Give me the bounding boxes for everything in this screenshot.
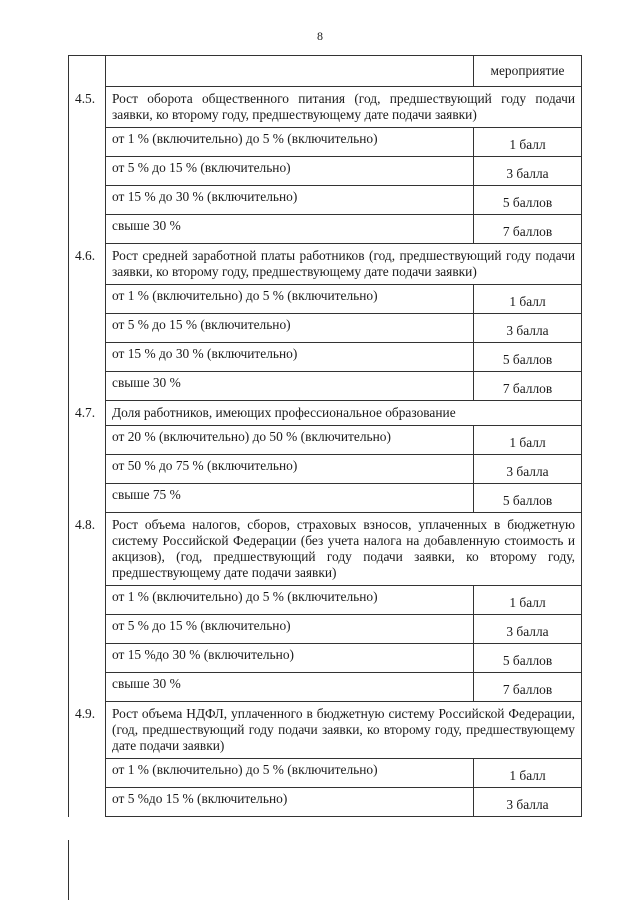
option-score: 1 балл: [509, 435, 546, 450]
option-range: свыше 30 %: [106, 372, 474, 401]
option-score-cell: [474, 343, 582, 372]
option-row: [69, 372, 582, 401]
left-margin-rule: [68, 840, 69, 900]
header-last-col-label: мероприятие: [490, 63, 565, 78]
option-range: от 1 % (включительно) до 5 % (включительно): [106, 586, 474, 615]
option-range: от 1 % (включительно) до 5 % (включительно): [106, 759, 474, 788]
option-score: 3 балла: [506, 323, 549, 338]
option-score-cell: [474, 759, 582, 788]
option-row: [69, 788, 582, 817]
option-range: от 5 % до 15 % (включительно): [106, 314, 474, 343]
option-range: свыше 75 %: [106, 484, 474, 513]
option-score: 1 балл: [509, 137, 546, 152]
option-score: 1 балл: [509, 595, 546, 610]
option-range: от 5 %до 15 % (включительно): [106, 788, 474, 817]
option-row: [69, 314, 582, 343]
option-row: [69, 186, 582, 215]
option-score-cell: [474, 157, 582, 186]
option-score: 3 балла: [506, 464, 549, 479]
option-score: 3 балла: [506, 166, 549, 181]
option-score-cell: [474, 484, 582, 513]
option-range: свыше 30 %: [106, 673, 474, 702]
option-score: 7 баллов: [502, 381, 553, 396]
option-score: 7 баллов: [502, 682, 553, 697]
option-row: [69, 673, 582, 702]
page-number: 8: [317, 29, 323, 43]
criterion-row: [69, 401, 582, 426]
option-row: [69, 128, 582, 157]
option-score: 7 баллов: [502, 224, 553, 239]
criterion-row: [69, 702, 582, 759]
option-row: [69, 484, 582, 513]
option-score-cell: [474, 372, 582, 401]
option-score: 3 балла: [506, 797, 549, 812]
criterion-title: Рост объема налогов, сборов, страховых взносов, уплаченных в бюджетную систему Российской Федерации (без учета налога на добавленную стоимость и акцизов), (год, предшествующий году подачи заявки, ко второму году, предшествующему дате подачи заявки): [106, 513, 582, 586]
option-range: от 20 % (включительно) до 50 % (включительно): [106, 426, 474, 455]
criterion-row: [69, 513, 582, 586]
criteria-table-body: [69, 56, 582, 817]
option-row: [69, 215, 582, 244]
option-range: от 1 % (включительно) до 5 % (включительно): [106, 128, 474, 157]
header-num-cell: [69, 56, 106, 87]
option-score-cell: [474, 455, 582, 484]
section-number: 4.5.: [69, 87, 106, 244]
section-number: 4.8.: [69, 513, 106, 702]
option-range: от 15 % до 30 % (включительно): [106, 186, 474, 215]
option-score-cell: [474, 788, 582, 817]
option-score-cell: [474, 615, 582, 644]
option-score-cell: [474, 586, 582, 615]
section-number: 4.7.: [69, 401, 106, 513]
option-score-cell: [474, 426, 582, 455]
option-row: [69, 615, 582, 644]
option-row: [69, 644, 582, 673]
option-range: от 5 % до 15 % (включительно): [106, 615, 474, 644]
option-row: [69, 586, 582, 615]
option-row: [69, 426, 582, 455]
section-number: 4.6.: [69, 244, 106, 401]
option-row: [69, 759, 582, 788]
option-score: 5 баллов: [502, 352, 553, 367]
option-score: 1 балл: [509, 768, 546, 783]
criterion-title: Рост средней заработной платы работников (год, предшествующий году подачи заявки, ко второму году, предшествующему дате подачи заявки): [106, 244, 582, 285]
option-range: свыше 30 %: [106, 215, 474, 244]
option-score: 5 баллов: [502, 653, 553, 668]
option-row: [69, 343, 582, 372]
option-score-cell: [474, 314, 582, 343]
option-range: от 5 % до 15 % (включительно): [106, 157, 474, 186]
option-score: 5 баллов: [502, 493, 553, 508]
criterion-title: Доля работников, имеющих профессиональное образование: [106, 401, 582, 426]
option-score-cell: [474, 186, 582, 215]
option-score-cell: [474, 644, 582, 673]
option-score-cell: [474, 215, 582, 244]
option-score: 3 балла: [506, 624, 549, 639]
section-number: 4.9.: [69, 702, 106, 817]
header-criterion-cell: [106, 56, 474, 87]
criterion-row: [69, 87, 582, 128]
option-row: [69, 157, 582, 186]
option-row: [69, 455, 582, 484]
criterion-row: [69, 244, 582, 285]
option-range: от 1 % (включительно) до 5 % (включительно): [106, 285, 474, 314]
criterion-title: Рост оборота общественного питания (год, предшествующий году подачи заявки, ко второму году, предшествующему дате подачи заявки): [106, 87, 582, 128]
option-range: от 15 % до 30 % (включительно): [106, 343, 474, 372]
criteria-table: [68, 55, 582, 817]
option-score-cell: [474, 128, 582, 157]
criterion-title: Рост объема НДФЛ, уплаченного в бюджетную систему Российской Федерации, (год, предшествующий году подачи заявки, ко второму году, предшествующему дате подачи заявки): [106, 702, 582, 759]
option-row: [69, 285, 582, 314]
option-range: от 15 %до 30 % (включительно): [106, 644, 474, 673]
option-range: от 50 % до 75 % (включительно): [106, 455, 474, 484]
table-header-row: [69, 56, 582, 87]
option-score: 5 баллов: [502, 195, 553, 210]
option-score-cell: [474, 673, 582, 702]
header-last-col-cell: [474, 56, 582, 87]
option-score: 1 балл: [509, 294, 546, 309]
option-score-cell: [474, 285, 582, 314]
